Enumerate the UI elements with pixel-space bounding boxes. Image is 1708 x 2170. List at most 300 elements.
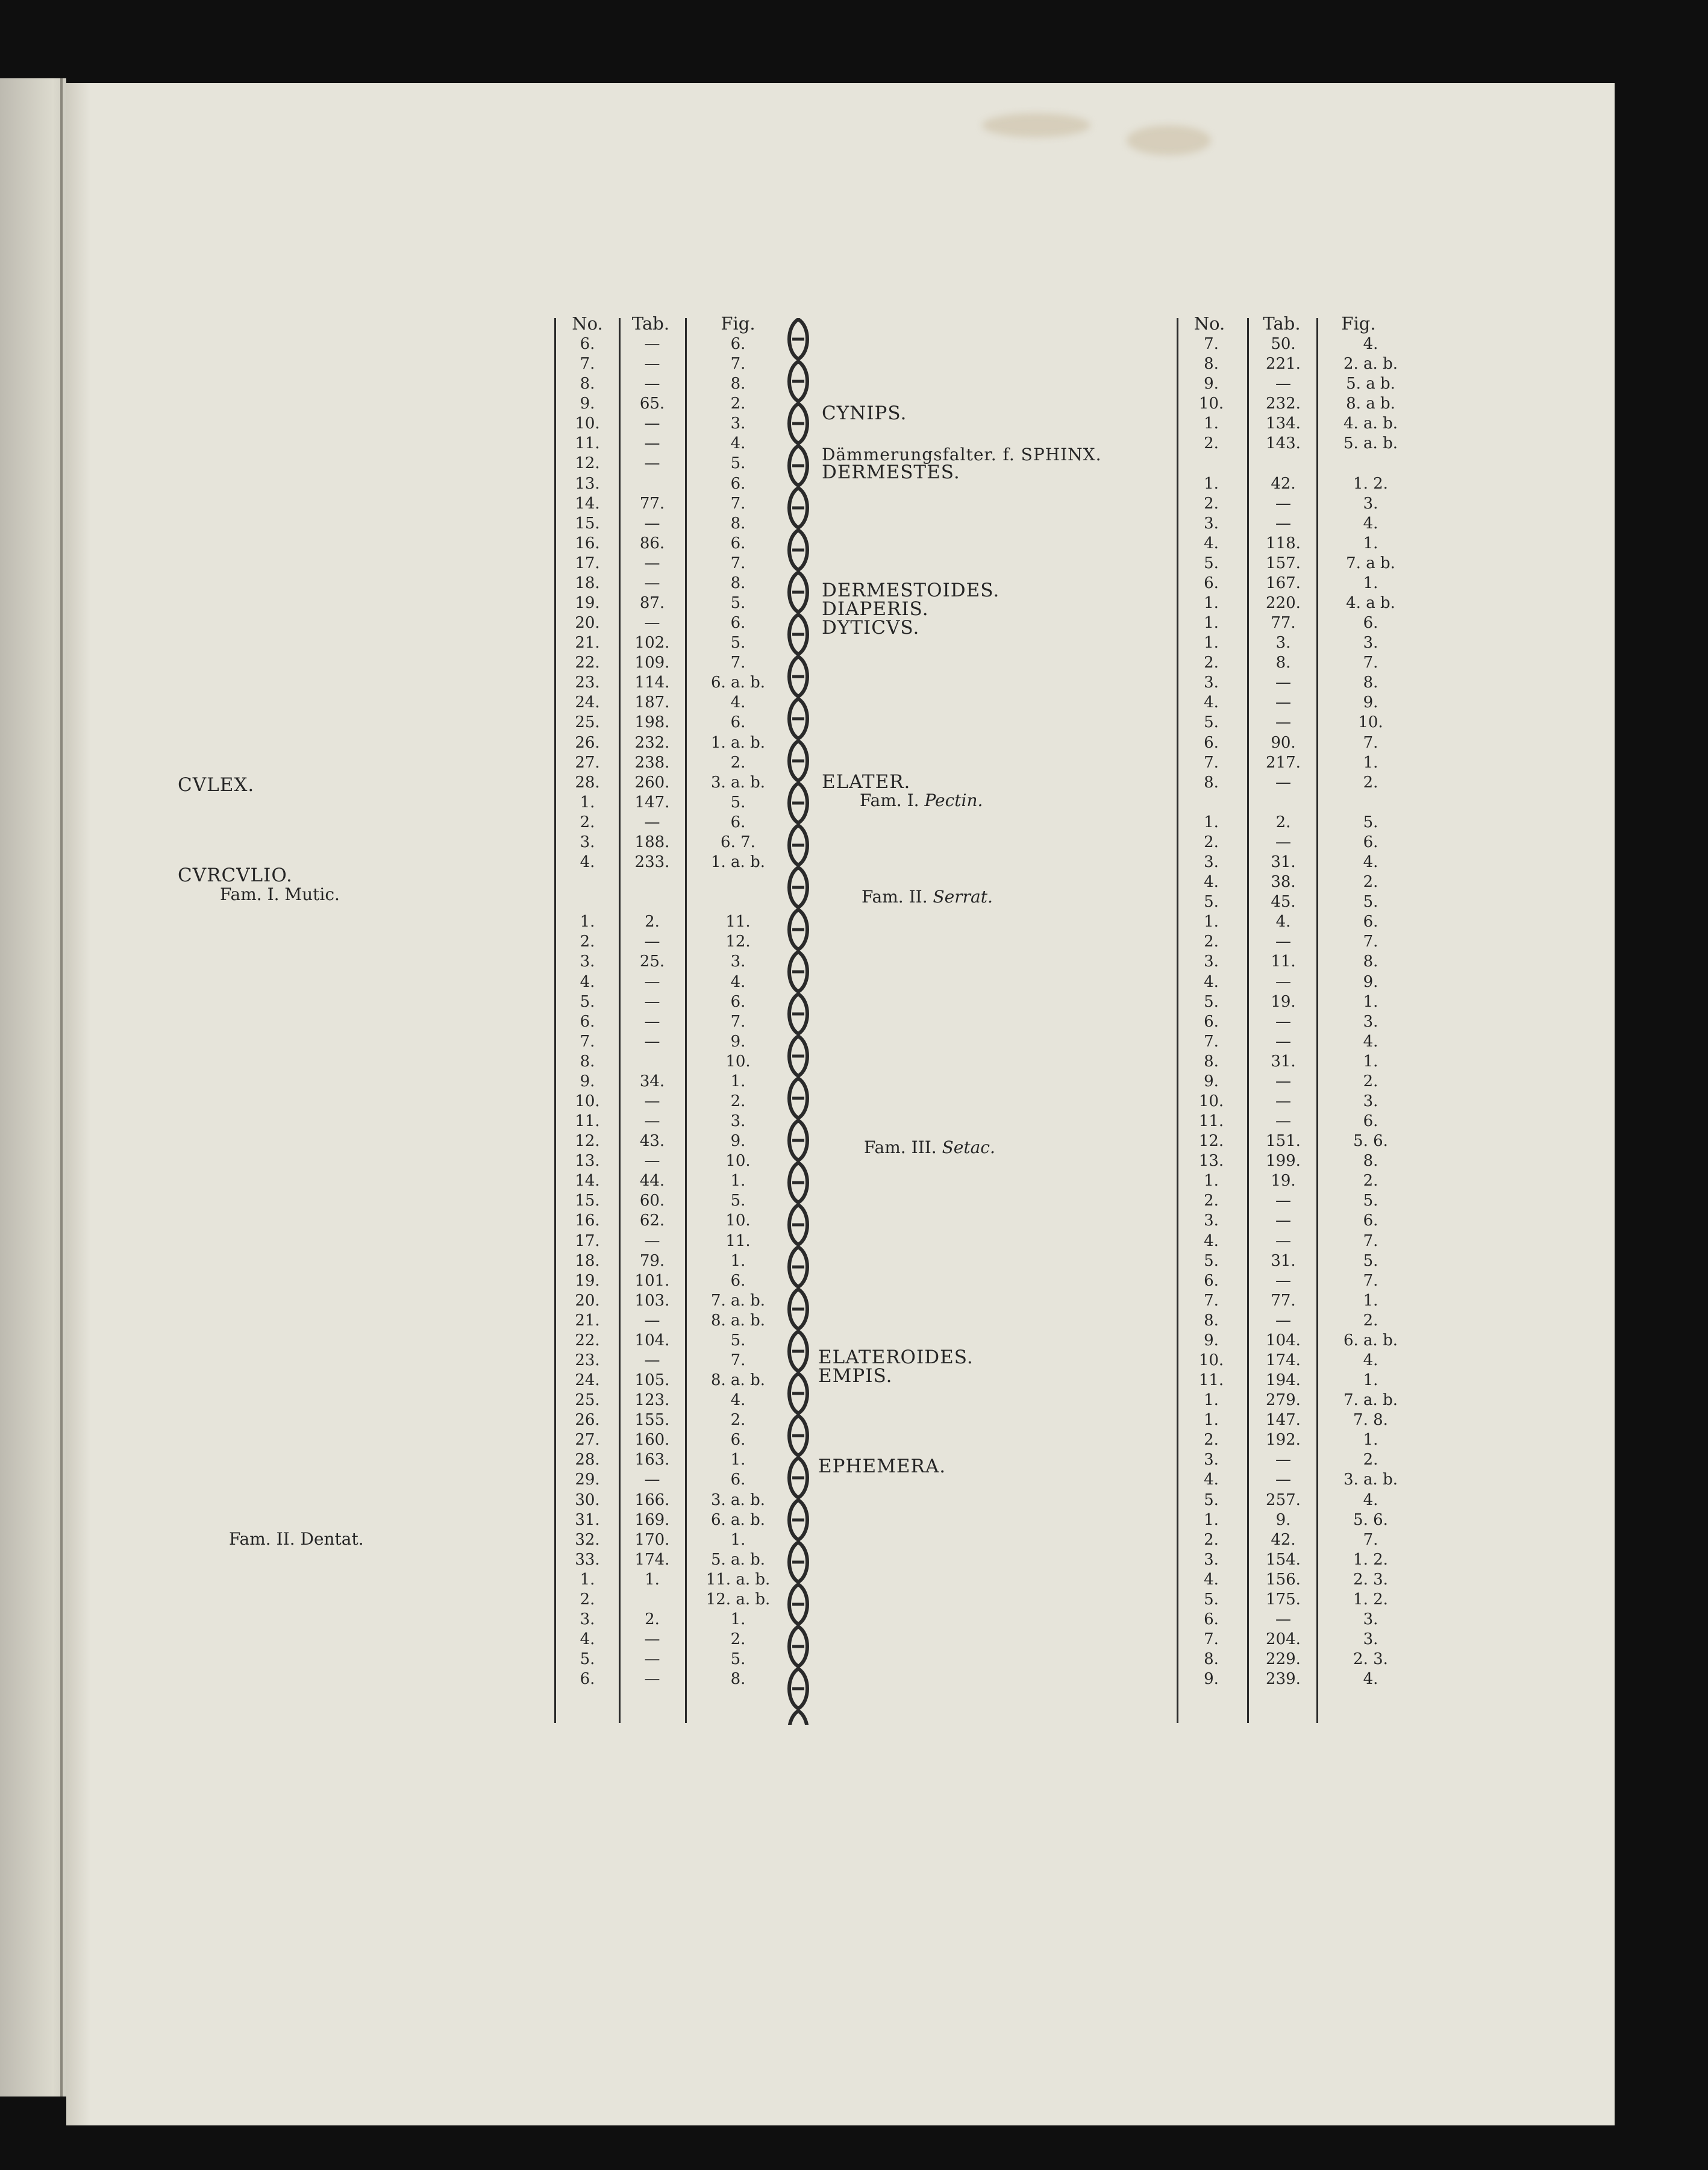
right-fig-cell: 4. a. b. [1343,414,1398,433]
left-tab-cell: 114. [634,674,670,692]
right-fig-cell: 4. [1363,514,1378,533]
elater-family-3-prefix: Fam. III. [864,1137,937,1157]
left-tab-cell: — [644,1650,660,1669]
left-fig-cell: 4. [730,434,746,453]
right-tab-cell: 45. [1271,893,1296,911]
right-fig-cell: 4. [1363,1351,1378,1369]
left-fig-cell: 1. [730,1610,746,1628]
genus-curculio: CVRCVLIO. [178,865,293,886]
left-no-cell: 26. [575,733,600,752]
left-fig-cell [693,872,783,892]
left-no-cell: 20. [575,1291,600,1310]
right-no-cell: 4. [1204,693,1219,712]
right-tab-cell: 42. [1271,1530,1296,1549]
right-no-cell [1186,454,1237,474]
right-fig-cell: 1. [1363,1371,1378,1390]
right-no-cell: 7. [1204,1630,1219,1649]
right-tab-cell: — [1275,1212,1291,1230]
left-no-cell: 8. [580,375,595,393]
left-fig-cell: 6. [730,474,746,493]
left-no-cell: 9. [580,395,595,413]
right-table-rule [1177,318,1178,1723]
left-tab-cell [627,1052,678,1072]
right-no-cell: 5. [1204,1590,1219,1609]
right-no-cell: 11. [1198,1371,1224,1390]
right-tab-cell: — [1275,1311,1291,1330]
right-tab-cell: — [1275,933,1291,951]
left-no-cell: 31. [575,1510,600,1529]
right-fig-cell: 7. a b. [1346,554,1395,572]
right-tab-cell: 204. [1266,1630,1301,1649]
right-no-cell: 3. [1204,1212,1219,1230]
right-no-cell: 5. [1204,893,1219,911]
right-tab-cell: 11. [1271,952,1296,971]
right-fig-header: Fig. [1341,313,1376,334]
right-tab-cell: 221. [1266,355,1301,374]
right-fig-cell: 2. [1363,873,1378,892]
right-tab-cell: 147. [1266,1411,1301,1430]
right-fig-cell: 5. a. b. [1343,434,1398,453]
left-fig-cell: 1. [730,1072,746,1090]
right-fig-cell: 6. [1363,913,1378,931]
left-fig-cell: 8. a. b. [710,1371,765,1390]
right-no-cell: 5. [1204,1490,1219,1509]
right-fig-column [1325,334,1416,1689]
right-tab-cell: 8. [1275,654,1291,672]
right-fig-cell: 8. [1363,674,1378,692]
left-tab-cell: — [644,1670,660,1689]
right-fig-cell: 7. a. b. [1343,1391,1398,1410]
right-no-cell: 1. [1204,813,1219,831]
right-fig-cell: 7. 8. [1353,1411,1388,1430]
left-table-rule [685,318,687,1723]
right-fig-cell: 2. 3. [1353,1570,1388,1589]
right-no-cell: 2. [1204,933,1219,951]
left-fig-cell: 11. a. b. [705,1570,771,1589]
right-fig-cell: 2. [1363,1172,1378,1190]
right-fig-cell: 7. [1363,933,1378,951]
left-no-cell: 22. [575,1331,600,1349]
left-fig-cell: 12. [725,933,751,951]
right-tab-cell: 9. [1275,1510,1291,1529]
left-fig-cell: 4. [730,693,746,712]
right-tab-cell: — [1275,1231,1291,1250]
right-tab-cell: 38. [1271,873,1296,892]
right-tab-cell: — [1275,972,1291,991]
right-tab-cell: 77. [1271,1291,1296,1310]
left-fig-cell: 3. [730,414,746,433]
right-no-cell: 7. [1204,1291,1219,1310]
right-no-cell: 8. [1204,773,1219,792]
right-fig-cell: 3. [1363,1630,1378,1649]
left-tab-cell: 25. [639,952,665,971]
left-fig-cell: 2. [730,1092,746,1110]
right-no-cell: 3. [1204,674,1219,692]
left-fig-cell: 4. [730,972,746,991]
left-fig-cell: 8. [730,1670,746,1689]
left-fig-cell: 9. [730,1132,746,1151]
left-no-cell: 23. [575,1351,600,1369]
left-tab-cell: — [644,574,660,592]
left-no-cell: 25. [575,713,600,732]
right-tab-cell: 194. [1266,1371,1301,1390]
left-fig-cell: 1. a. b. [710,733,765,752]
left-no-cell: 23. [575,674,600,692]
right-tab-cell: 220. [1266,594,1301,613]
left-fig-cell: 6. [730,1471,746,1489]
right-fig-cell: 1. [1363,1052,1378,1071]
right-fig-cell: 8. [1363,952,1378,971]
left-tab-cell: 160. [634,1431,670,1449]
left-no-cell: 29. [575,1471,600,1489]
left-fig-cell: 10. [725,1152,751,1171]
left-tab-cell: 34. [639,1072,665,1090]
right-no-column [1186,334,1237,1689]
left-tab-cell: 105. [634,1371,670,1390]
right-no-cell: 1. [1204,1411,1219,1430]
right-no-cell: 7. [1204,1032,1219,1051]
left-fig-cell: 10. [725,1052,751,1071]
left-no-cell: 27. [575,753,600,772]
paper-stain [982,113,1090,137]
left-fig-cell: 8. a. b. [710,1311,765,1330]
elater-family-2-name: Serrat. [933,887,993,907]
left-tab-cell: 43. [639,1132,665,1151]
right-no-cell: 1. [1204,913,1219,931]
left-no-cell: 9. [580,1072,595,1090]
right-fig-cell: 5. 6. [1353,1132,1388,1151]
left-fig-column [693,334,783,1689]
right-tab-cell: — [1275,773,1291,792]
left-no-cell: 13. [575,474,600,493]
left-fig-cell: 7. [730,355,746,374]
elater-family-1 [860,790,983,810]
left-tab-cell: 174. [634,1550,670,1569]
right-no-cell: 2. [1204,434,1219,453]
right-fig-cell: 5. a b. [1346,375,1395,393]
left-fig-cell: 2. [730,1630,746,1649]
right-no-cell: 9. [1204,1072,1219,1090]
left-no-cell: 3. [580,1610,595,1628]
right-fig-cell: 3. [1363,634,1378,652]
left-tab-cell: 198. [634,713,670,732]
paper-stain [1127,125,1211,155]
left-tab-cell: 123. [634,1391,670,1410]
right-fig-cell: 10. [1358,713,1383,732]
genus-dermestoides: DERMESTOIDES. [822,580,1000,601]
right-tab-cell: 217. [1266,753,1301,772]
right-tab-cell: 174. [1266,1351,1301,1369]
left-no-cell: 6. [580,335,595,353]
right-fig-cell: 5. 6. [1353,1510,1388,1529]
left-no-cell: 24. [575,693,600,712]
left-no-column [566,334,608,1689]
right-tab-cell: — [1275,674,1291,692]
left-tab-cell: — [644,1152,660,1171]
left-no-cell: 8. [580,1052,595,1071]
right-fig-cell: 2. [1363,773,1378,792]
right-tab-cell: 167. [1266,574,1301,592]
left-no-cell: 6. [580,1670,595,1689]
right-no-cell: 3. [1204,1550,1219,1569]
right-tab-cell: 4. [1275,913,1291,931]
left-no-cell: 20. [575,614,600,633]
right-no-cell: 9. [1204,1670,1219,1689]
left-no-cell: 25. [575,1391,600,1410]
right-tab-cell: — [1275,1451,1291,1469]
left-tab-cell: 86. [639,534,665,552]
left-no-cell: 22. [575,654,600,672]
right-tab-cell: 199. [1266,1152,1301,1171]
left-fig-cell: 3. a. b. [710,773,765,792]
left-tab-cell: — [644,375,660,393]
left-tab-cell [627,1590,678,1610]
right-tab-cell: — [1275,1072,1291,1090]
left-fig-cell: 11. [725,913,751,931]
left-fig-cell: 3. [730,1112,746,1131]
left-fig-cell: 3. [730,952,746,971]
right-fig-cell: 6. [1363,833,1378,851]
right-tab-cell: 239. [1266,1670,1301,1689]
right-no-cell [1186,793,1237,813]
right-no-cell: 1. [1204,1391,1219,1410]
left-no-cell: 3. [580,952,595,971]
right-tab-cell: — [1275,1092,1291,1110]
right-fig-cell: 4. [1363,335,1378,353]
left-fig-cell: 5. [730,1192,746,1210]
genus-dyticus: DYTICVS. [822,617,920,639]
left-fig-header: Fig. [721,313,755,334]
right-fig-cell [1325,454,1416,474]
right-tab-cell: 19. [1271,1172,1296,1190]
left-tab-cell: — [644,1231,660,1250]
left-tab-cell: 77. [639,494,665,513]
right-no-cell: 6. [1204,733,1219,752]
left-fig-cell: 1. [730,1451,746,1469]
left-table-rule [554,318,556,1723]
right-no-cell: 6. [1204,574,1219,592]
right-tab-cell: — [1275,375,1291,393]
left-fig-cell: 5. [730,634,746,652]
right-fig-cell: 4. [1363,1032,1378,1051]
right-no-cell: 1. [1204,614,1219,633]
left-no-cell: 24. [575,1371,600,1390]
left-no-cell: 5. [580,992,595,1011]
curculio-family-2: Fam. II. Dentat. [229,1529,364,1549]
right-no-cell: 1. [1204,1172,1219,1190]
left-fig-cell: 1. a. b. [710,853,765,872]
right-tab-cell: 50. [1271,335,1296,353]
genus-elater: ELATER. [822,771,911,793]
left-tab-cell: 188. [634,833,670,851]
genus-culex: CVLEX. [178,774,255,796]
left-tab-cell: 233. [634,853,670,872]
left-tab-cell: 79. [639,1251,665,1270]
left-tab-cell: — [644,614,660,633]
right-fig-cell: 4. [1363,853,1378,872]
right-tab-cell: 154. [1266,1550,1301,1569]
right-tab-cell: 3. [1275,634,1291,652]
left-no-cell: 7. [580,1032,595,1051]
left-no-cell: 7. [580,355,595,374]
left-tab-cell: 65. [639,395,665,413]
right-tab-header: Tab. [1263,313,1301,334]
left-fig-cell: 5. a. b. [710,1550,765,1569]
left-tab-cell: — [644,1351,660,1369]
right-tab-cell [1256,793,1310,813]
book-page [66,83,1615,2125]
left-tab-cell: 60. [639,1192,665,1210]
right-no-cell: 5. [1204,1251,1219,1270]
right-fig-cell: 9. [1363,693,1378,712]
right-table-rule [1247,318,1249,1723]
left-fig-cell: 7. a. b. [710,1291,765,1310]
left-fig-cell: 1. [730,1251,746,1270]
right-tab-cell: — [1275,833,1291,851]
right-tab-cell: — [1275,514,1291,533]
right-tab-cell: 229. [1266,1650,1301,1669]
left-fig-cell: 5. [730,1650,746,1669]
right-fig-cell: 5. [1363,813,1378,831]
left-fig-cell: 6. 7. [721,833,755,851]
right-no-cell: 8. [1204,355,1219,374]
elater-family-3-name: Setac. [942,1137,995,1157]
right-tab-cell: — [1275,1112,1291,1131]
right-no-cell: 2. [1204,654,1219,672]
right-no-cell: 2. [1204,1192,1219,1210]
right-tab-cell: 143. [1266,434,1301,453]
left-tab-cell: — [644,933,660,951]
right-fig-cell: 4. [1363,1670,1378,1689]
genus-ephemera: EPHEMERA. [818,1456,946,1477]
left-tab-cell: 2. [645,913,660,931]
left-fig-cell: 2. [730,1411,746,1430]
left-fig-cell: 6. a. b. [710,1510,765,1529]
right-no-header: No. [1193,313,1225,334]
right-tab-cell: 42. [1271,474,1296,493]
left-no-header: No. [572,313,603,334]
right-no-cell: 2. [1204,1431,1219,1449]
right-fig-cell: 1. 2. [1353,1550,1388,1569]
right-no-cell: 8. [1204,1650,1219,1669]
left-tab-cell: 166. [634,1490,670,1509]
left-fig-cell: 11. [725,1231,751,1250]
left-fig-cell: 5. [730,594,746,613]
left-no-cell: 33. [575,1550,600,1569]
left-fig-cell: 7. [730,654,746,672]
left-no-cell: 14. [575,494,600,513]
right-no-cell: 8. [1204,1052,1219,1071]
left-tab-cell: 169. [634,1510,670,1529]
right-no-cell: 1. [1204,474,1219,493]
right-tab-cell: — [1275,1012,1291,1031]
right-no-cell: 7. [1204,753,1219,772]
left-no-cell: 1. [580,793,595,811]
left-no-cell: 27. [575,1431,600,1449]
elater-family-2-prefix: Fam. II. [862,887,928,907]
right-tab-cell: — [1275,494,1291,513]
left-no-cell: 30. [575,1490,600,1509]
right-fig-cell: 1. 2. [1353,474,1388,493]
right-no-cell: 10. [1198,395,1224,413]
right-no-cell: 3. [1204,952,1219,971]
right-tab-cell: 175. [1266,1590,1301,1609]
left-tab-cell: — [644,1092,660,1110]
right-fig-cell: 1. [1363,753,1378,772]
right-fig-cell: 2. [1363,1311,1378,1330]
elater-family-2 [862,887,993,907]
right-fig-cell: 3. [1363,494,1378,513]
right-no-cell: 1. [1204,1510,1219,1529]
left-tab-cell: — [644,414,660,433]
left-tab-cell: — [644,1630,660,1649]
right-no-cell: 2. [1204,1530,1219,1549]
right-no-cell: 9. [1204,375,1219,393]
left-fig-cell: 12. a. b. [705,1590,771,1609]
right-fig-cell: 2. [1363,1072,1378,1090]
left-fig-cell: 1. [730,1530,746,1549]
left-tab-cell: 103. [634,1291,670,1310]
right-fig-cell: 8. a b. [1346,395,1395,413]
left-fig-cell: 8. [730,574,746,592]
left-tab-cell: — [644,554,660,572]
left-tab-cell: 87. [639,594,665,613]
left-tab-cell: 155. [634,1411,670,1430]
left-fig-cell: 10. [725,1212,751,1230]
left-no-cell: 11. [575,434,600,453]
left-tab-cell: 1. [645,1570,660,1589]
left-no-cell: 16. [575,534,600,552]
left-no-cell: 21. [575,1311,600,1330]
right-no-cell: 10. [1198,1092,1224,1110]
left-tab-cell: — [644,1112,660,1131]
right-table-rule [1316,318,1318,1723]
right-tab-cell: — [1275,1610,1291,1628]
right-fig-cell: 5. [1363,893,1378,911]
left-fig-cell: 6. [730,713,746,732]
left-fig-cell: 7. [730,494,746,513]
left-tab-column [627,334,678,1689]
right-no-cell: 6. [1204,1271,1219,1290]
right-no-cell: 1. [1204,594,1219,613]
left-no-cell: 2. [580,933,595,951]
left-no-cell: 2. [580,813,595,831]
left-tab-cell: — [644,1012,660,1031]
right-no-cell: 5. [1204,554,1219,572]
right-tab-cell: 151. [1266,1132,1301,1151]
right-no-cell: 1. [1204,634,1219,652]
decorative-chain-border [781,318,815,1725]
right-tab-cell: 19. [1271,992,1296,1011]
right-tab-cell: 77. [1271,614,1296,633]
left-fig-cell: 6. [730,1271,746,1290]
left-no-cell: 32. [575,1530,600,1549]
left-fig-cell: 5. [730,1331,746,1349]
right-no-cell: 3. [1204,1451,1219,1469]
elater-family-1-prefix: Fam. I. [860,790,919,810]
left-tab-cell: 170. [634,1530,670,1549]
right-tab-column [1256,334,1310,1689]
right-fig-cell: 4. a b. [1346,594,1395,613]
left-no-cell: 28. [575,773,600,792]
left-fig-cell: 6. [730,614,746,633]
right-fig-cell: 6. [1363,614,1378,633]
genus-dermestes: DERMESTES. [822,461,960,483]
right-fig-cell: 4. [1363,1490,1378,1509]
left-tab-cell: — [644,992,660,1011]
left-no-cell: 6. [580,1012,595,1031]
left-no-cell: 2. [580,1590,595,1609]
